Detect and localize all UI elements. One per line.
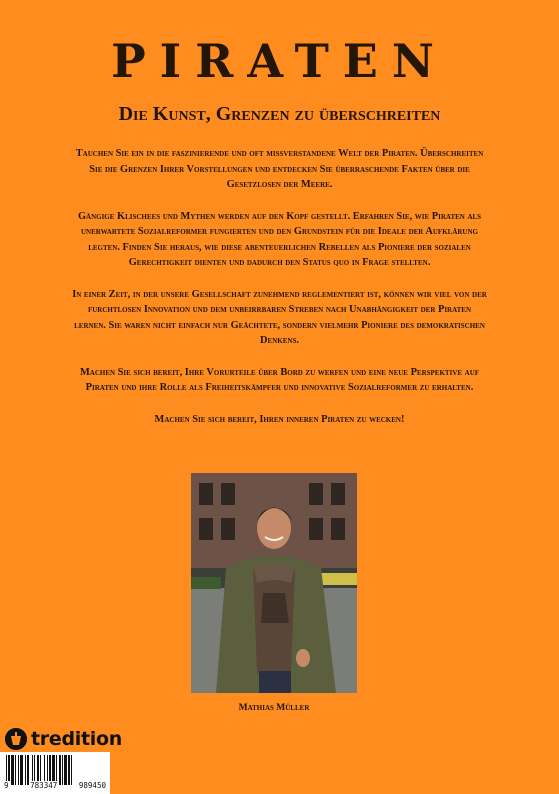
publisher-logo (5, 726, 122, 752)
author-photo-image (191, 473, 357, 693)
blurb (72, 146, 487, 443)
book-title: PIRATEN (111, 34, 448, 88)
author-photo (191, 473, 357, 693)
blurb-paragraph-5: Machen Sie sich bereit, Ihren inneren Piraten zu wecken! (154, 413, 405, 425)
book-subtitle: Die Kunst, Grenzen zu überschreiten (118, 103, 441, 125)
publisher-name: tredition (31, 728, 122, 750)
blurb-paragraph-1: Tauchen Sie ein in die faszinierende und oft missverstandene Welt der Piraten. Überschreiten Sie die Grenzen Ihrer Vorstellungen und entdecken Sie überraschende Fakten über die Gesetzlosen der Meere. (75, 148, 484, 190)
blurb-paragraph-3: In einer Zeit, in der unsere Gesellschaft zunehmend reglementiert ist, können wir viel von der furchtlosen Innovation und dem unbeirrbaren Streben nach Unabhängigkeit der Piraten lernen. Sie waren nicht einfach nur Geächtete, sondern vielmehr Pioniere des demokratischen Denkens. (72, 288, 487, 346)
blurb-paragraph-4: Machen Sie sich bereit, Ihre Vorurteile über Bord zu werfen und eine neue Perspektive auf Piraten und ihre Rolle als Freiheitskämpfer und innovative Sozialreformer zu erhalten. (79, 366, 480, 393)
isbn-lead-digit: 9 (4, 781, 9, 790)
isbn-group-1: 783347 (30, 781, 58, 790)
isbn-digits (0, 781, 110, 790)
author-caption: Mathias Müller (238, 703, 310, 713)
blurb-paragraph-2: Gängige Klischees und Mythen werden auf den Kopf gestellt. Erfahren Sie, wie Piraten als unerwartete Sozialreformer fungierten und den Grundstein für die Ideale der Aufklärung legten. Finden Sie heraus, wie diese abenteuerlichen Rebellen als Pioniere der sozialen Gerechtigkeit dienten und dadurch den Status quo in Frage stellten. (77, 210, 482, 268)
tredition-logo-icon (5, 728, 27, 750)
isbn-barcode (0, 752, 110, 794)
isbn-group-2: 989450 (78, 781, 106, 790)
